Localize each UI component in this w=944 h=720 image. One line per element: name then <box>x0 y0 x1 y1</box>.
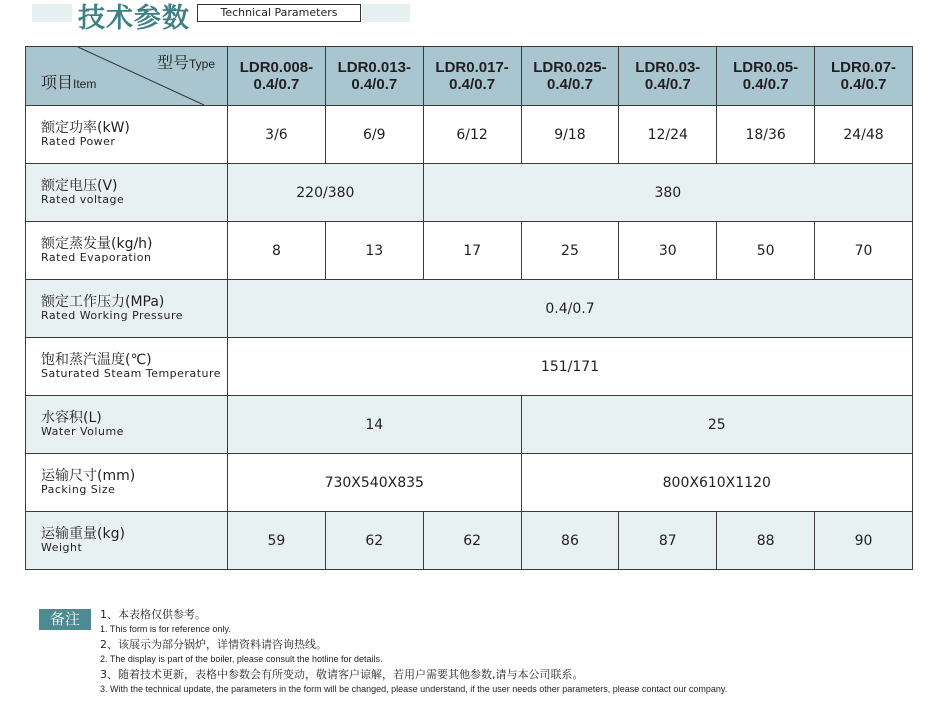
value-cell: 800X610X1120 <box>521 454 912 512</box>
table-row <box>26 280 913 338</box>
type-label-zh: 型号 <box>156 55 189 72</box>
row-label <box>26 454 228 512</box>
title-band-left <box>32 4 72 22</box>
row-label-en: Weight <box>41 540 83 554</box>
model-header: LDR0.05- 0.4/0.7 <box>717 47 815 106</box>
row-label-en: Rated voltage <box>41 192 125 206</box>
value-cell: 730X540X835 <box>228 454 522 512</box>
table-row <box>26 396 913 454</box>
value-cell: 151/171 <box>228 338 913 396</box>
title-band-right <box>362 4 410 22</box>
row-label <box>26 396 228 454</box>
page-title: 技术参数 <box>78 3 190 34</box>
row-label <box>26 512 228 570</box>
note-line: 3、随着技术更新，表格中参数会有所变动，敬请客户谅解，若用户需要其他参数,请与本公司联系。 <box>100 668 584 681</box>
row-label-en: Water Volume <box>41 424 124 438</box>
model-header: LDR0.07- 0.4/0.7 <box>815 47 913 106</box>
value-cell: 90 <box>815 512 913 570</box>
value-cell: 86 <box>521 512 619 570</box>
row-label-zh: 额定蒸发量(kg/h) <box>41 235 153 252</box>
table-row <box>26 454 913 512</box>
value-cell: 8 <box>228 222 326 280</box>
value-cell: 380 <box>423 164 912 222</box>
page-subtitle: Technical Parameters <box>197 4 361 22</box>
header-row <box>26 47 913 106</box>
model-header: LDR0.008- 0.4/0.7 <box>228 47 326 106</box>
value-cell: 13 <box>325 222 423 280</box>
model-header: LDR0.013- 0.4/0.7 <box>325 47 423 106</box>
value-cell: 14 <box>228 396 522 454</box>
row-label-en: Rated Working Pressure <box>41 308 184 322</box>
value-cell: 3/6 <box>228 106 326 164</box>
model-header: LDR0.03- 0.4/0.7 <box>619 47 717 106</box>
row-label-zh: 运输尺寸(mm) <box>41 467 136 484</box>
value-cell: 6/12 <box>423 106 521 164</box>
value-cell: 62 <box>325 512 423 570</box>
row-label-zh: 额定工作压力(MPa) <box>41 293 165 310</box>
value-cell: 9/18 <box>521 106 619 164</box>
value-cell: 6/9 <box>325 106 423 164</box>
row-label-zh: 额定功率(kW) <box>41 119 130 136</box>
value-cell: 70 <box>815 222 913 280</box>
row-label <box>26 222 228 280</box>
row-label <box>26 106 228 164</box>
value-cell: 24/48 <box>815 106 913 164</box>
table-row <box>26 106 913 164</box>
model-header: LDR0.025- 0.4/0.7 <box>521 47 619 106</box>
table-row <box>26 222 913 280</box>
row-label-zh: 运输重量(kg) <box>41 525 125 542</box>
row-label <box>26 338 228 396</box>
value-cell: 25 <box>521 222 619 280</box>
parameters-table <box>25 46 913 570</box>
type-label-en: Type <box>188 57 215 71</box>
value-cell: 88 <box>717 512 815 570</box>
row-label-en: Saturated Steam Temperature <box>41 366 222 380</box>
item-label-zh: 项目 <box>41 75 74 92</box>
row-label <box>26 280 228 338</box>
row-label-zh: 水容积(L) <box>41 409 102 426</box>
row-label-en: Rated Power <box>41 134 116 148</box>
item-label-en: Item <box>73 77 97 91</box>
table-row <box>26 164 913 222</box>
note-line: 3. With the technical update, the parameters in the form will be changed, please understand, if the user needs other parameters, please contact our company. <box>100 684 728 694</box>
value-cell: 25 <box>521 396 912 454</box>
notes-list <box>100 607 727 697</box>
row-label-en: Packing Size <box>41 482 116 496</box>
model-header: LDR0.017- 0.4/0.7 <box>423 47 521 106</box>
row-label-zh: 额定电压(V) <box>41 177 118 194</box>
value-cell: 50 <box>717 222 815 280</box>
value-cell: 0.4/0.7 <box>228 280 913 338</box>
note-line: 2. The display is part of the boiler, please consult the hotline for details. <box>100 654 383 664</box>
corner-cell <box>26 47 228 106</box>
note-line: 2、该展示为部分锅炉，详情资料请咨询热线。 <box>100 638 327 651</box>
row-label <box>26 164 228 222</box>
note-line: 1、本表格仅供参考。 <box>100 608 206 621</box>
value-cell: 30 <box>619 222 717 280</box>
row-label-zh: 饱和蒸汽温度(℃) <box>41 351 152 368</box>
value-cell: 12/24 <box>619 106 717 164</box>
value-cell: 87 <box>619 512 717 570</box>
row-label-en: Rated Evaporation <box>41 250 152 264</box>
table-row <box>26 338 913 396</box>
value-cell: 17 <box>423 222 521 280</box>
value-cell: 62 <box>423 512 521 570</box>
note-line: 1. This form is for reference only. <box>100 624 231 634</box>
value-cell: 59 <box>228 512 326 570</box>
notes-label: 备注 <box>39 609 91 630</box>
value-cell: 18/36 <box>717 106 815 164</box>
table-row <box>26 512 913 570</box>
value-cell: 220/380 <box>228 164 424 222</box>
